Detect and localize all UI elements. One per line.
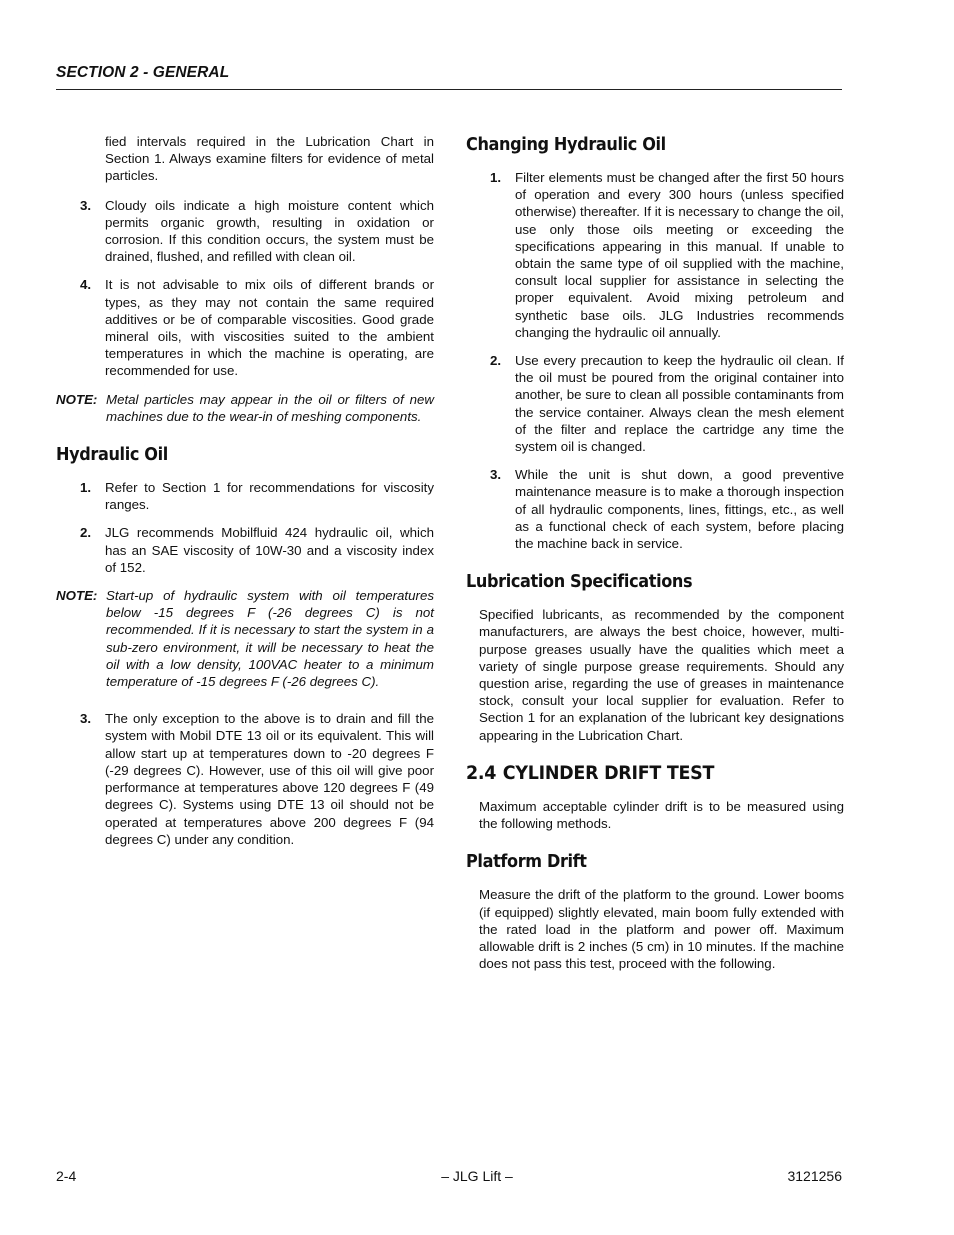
cylinder-drift-paragraph: Maximum acceptable cylinder drift is to be measured using the following methods.	[479, 798, 844, 832]
continuation-paragraph: fied intervals required in the Lubrication Chart in Section 1. Always examine filters for evidence of metal particles.	[105, 134, 434, 184]
list-text: It is not advisable to mix oils of different brands or types, as they may not contain the same required additives or be of comparable viscosities. Good grade mineral oils, with viscosities suited to the ambient temperatures in which the machine is operating, are recommended for use.	[105, 277, 434, 379]
changing-hydraulic-oil-heading: Changing Hydraulic Oil	[466, 135, 666, 155]
list-number: 1.	[490, 170, 502, 185]
hydraulic-oil-heading: Hydraulic Oil	[56, 445, 168, 466]
section-heading	[466, 762, 814, 784]
list-number: 1.	[80, 480, 92, 496]
section-title: CYLINDER DRIFT TEST	[502, 761, 715, 784]
list-item	[56, 710, 434, 848]
list-number: 3.	[490, 467, 502, 483]
list-text: The only exception to the above is to drain and fill the system with Mobil DTE 13 oil or its equivalent. This will allow start up at temperatures down to -20 degrees F (-29 degrees C). However, use of this oil will give poor performance at temperatures above 120 degrees F (49 degrees C). Systems using DTE 13 oil should not be operated at temperatures above 200 degrees F (94 degrees C) under any condition.	[105, 711, 434, 847]
lubrication-specifications-heading: Lubrication Specifications	[466, 572, 693, 593]
list-item	[56, 276, 434, 379]
list-text: While the unit is shut down, a good preventive maintenance measure is to make a thorough inspection of all hydraulic components, lines, fittings, etc., as well as a functional check of each system, before placing the machine back in service.	[515, 467, 844, 552]
note-label: NOTE:	[56, 391, 98, 407]
page-number: 2-4	[56, 1168, 77, 1184]
left-column	[56, 133, 434, 859]
note-text: Metal particles may appear in the oil or filters of new machines due to the wear-in of meshing components.	[106, 391, 434, 424]
list-item	[56, 479, 434, 513]
list-text: Cloudy oils indicate a high moisture content which permits organic growth, resulting in oxidation or corrosion. If this condition occurs, the system must be drained, flushed, and refilled with clean oil.	[105, 197, 434, 265]
list-item	[466, 352, 844, 455]
list-text: Refer to Section 1 for recommendations for viscosity ranges.	[105, 480, 434, 513]
note-block	[56, 391, 434, 425]
list-number: 3.	[80, 197, 92, 213]
list-item	[56, 197, 434, 266]
footer-title: – JLG Lift –	[441, 1168, 513, 1184]
section-number: 2.4	[466, 761, 497, 784]
list-text: Filter elements must be changed after the first 50 hours of operation and every 300 hours (unless specified otherwise) thereafter. If it is necessary to change the oil, use only those oils meeting or exceeding the specifications appearing in this manual. If unable to obtain the same type of oil supplied with the machine, consult local supplier for assistance in selecting the proper equivalent. Avoid mixing petroleum and synthetic base oils. JLG Industries recommends changing the hydraulic oil annually.	[515, 170, 844, 340]
note-text: Start-up of hydraulic system with oil temperatures below -15 degrees F (-26 degrees C) is not recommended. If it is necessary to start the system in a sub-zero environment, it will be necessary to heat the oil with a low density, 100VAC heater to a minimum temperature of -15 degrees F (-26 degrees C).	[106, 588, 434, 690]
list-number: 3.	[80, 711, 92, 727]
right-column	[466, 135, 844, 984]
list-item	[466, 466, 844, 552]
list-number: 4.	[80, 277, 92, 293]
list-text: Use every precaution to keep the hydraulic oil clean. If the oil must be poured from the original container into another, be sure to clean all possible contaminants from the service container. Always clean the mesh element of the filter and replace the cartridge any time the system oil is changed.	[515, 353, 844, 455]
header-rule	[56, 89, 842, 90]
list-item	[56, 524, 434, 576]
platform-drift-heading: Platform Drift	[466, 852, 587, 873]
platform-drift-paragraph: Measure the drift of the platform to the ground. Lower booms (if equipped) slightly elevated, main boom fully extended with the rated load in the platform and power off. Maximum allowable drift is 2 inches (5 cm) in 10 minutes. If the machine does not pass this test, proceed with the following.	[479, 887, 844, 972]
note-block	[56, 587, 434, 690]
lubrication-paragraph: Specified lubricants, as recommended by the component manufacturers, are always the best choice, however, multi-purpose greases usually have the qualities which meet a variety of single purpose grease requirements. Should any question arise, regarding the use of greases in maintenance stock, consult your local supplier for evaluation. Refer to Section 1 for an explanation of the lubricant key designations appearing in the Lubrication Chart.	[479, 607, 844, 743]
list-item	[466, 169, 844, 341]
section-header: SECTION 2 - GENERAL	[56, 64, 230, 81]
list-number: 2.	[80, 525, 92, 541]
list-text: JLG recommends Mobilfluid 424 hydraulic oil, which has an SAE viscosity of 10W-30 and a viscosity index of 152.	[105, 525, 434, 575]
document-number: 3121256	[787, 1168, 842, 1184]
list-number: 2.	[490, 353, 502, 369]
note-label: NOTE:	[56, 588, 98, 604]
